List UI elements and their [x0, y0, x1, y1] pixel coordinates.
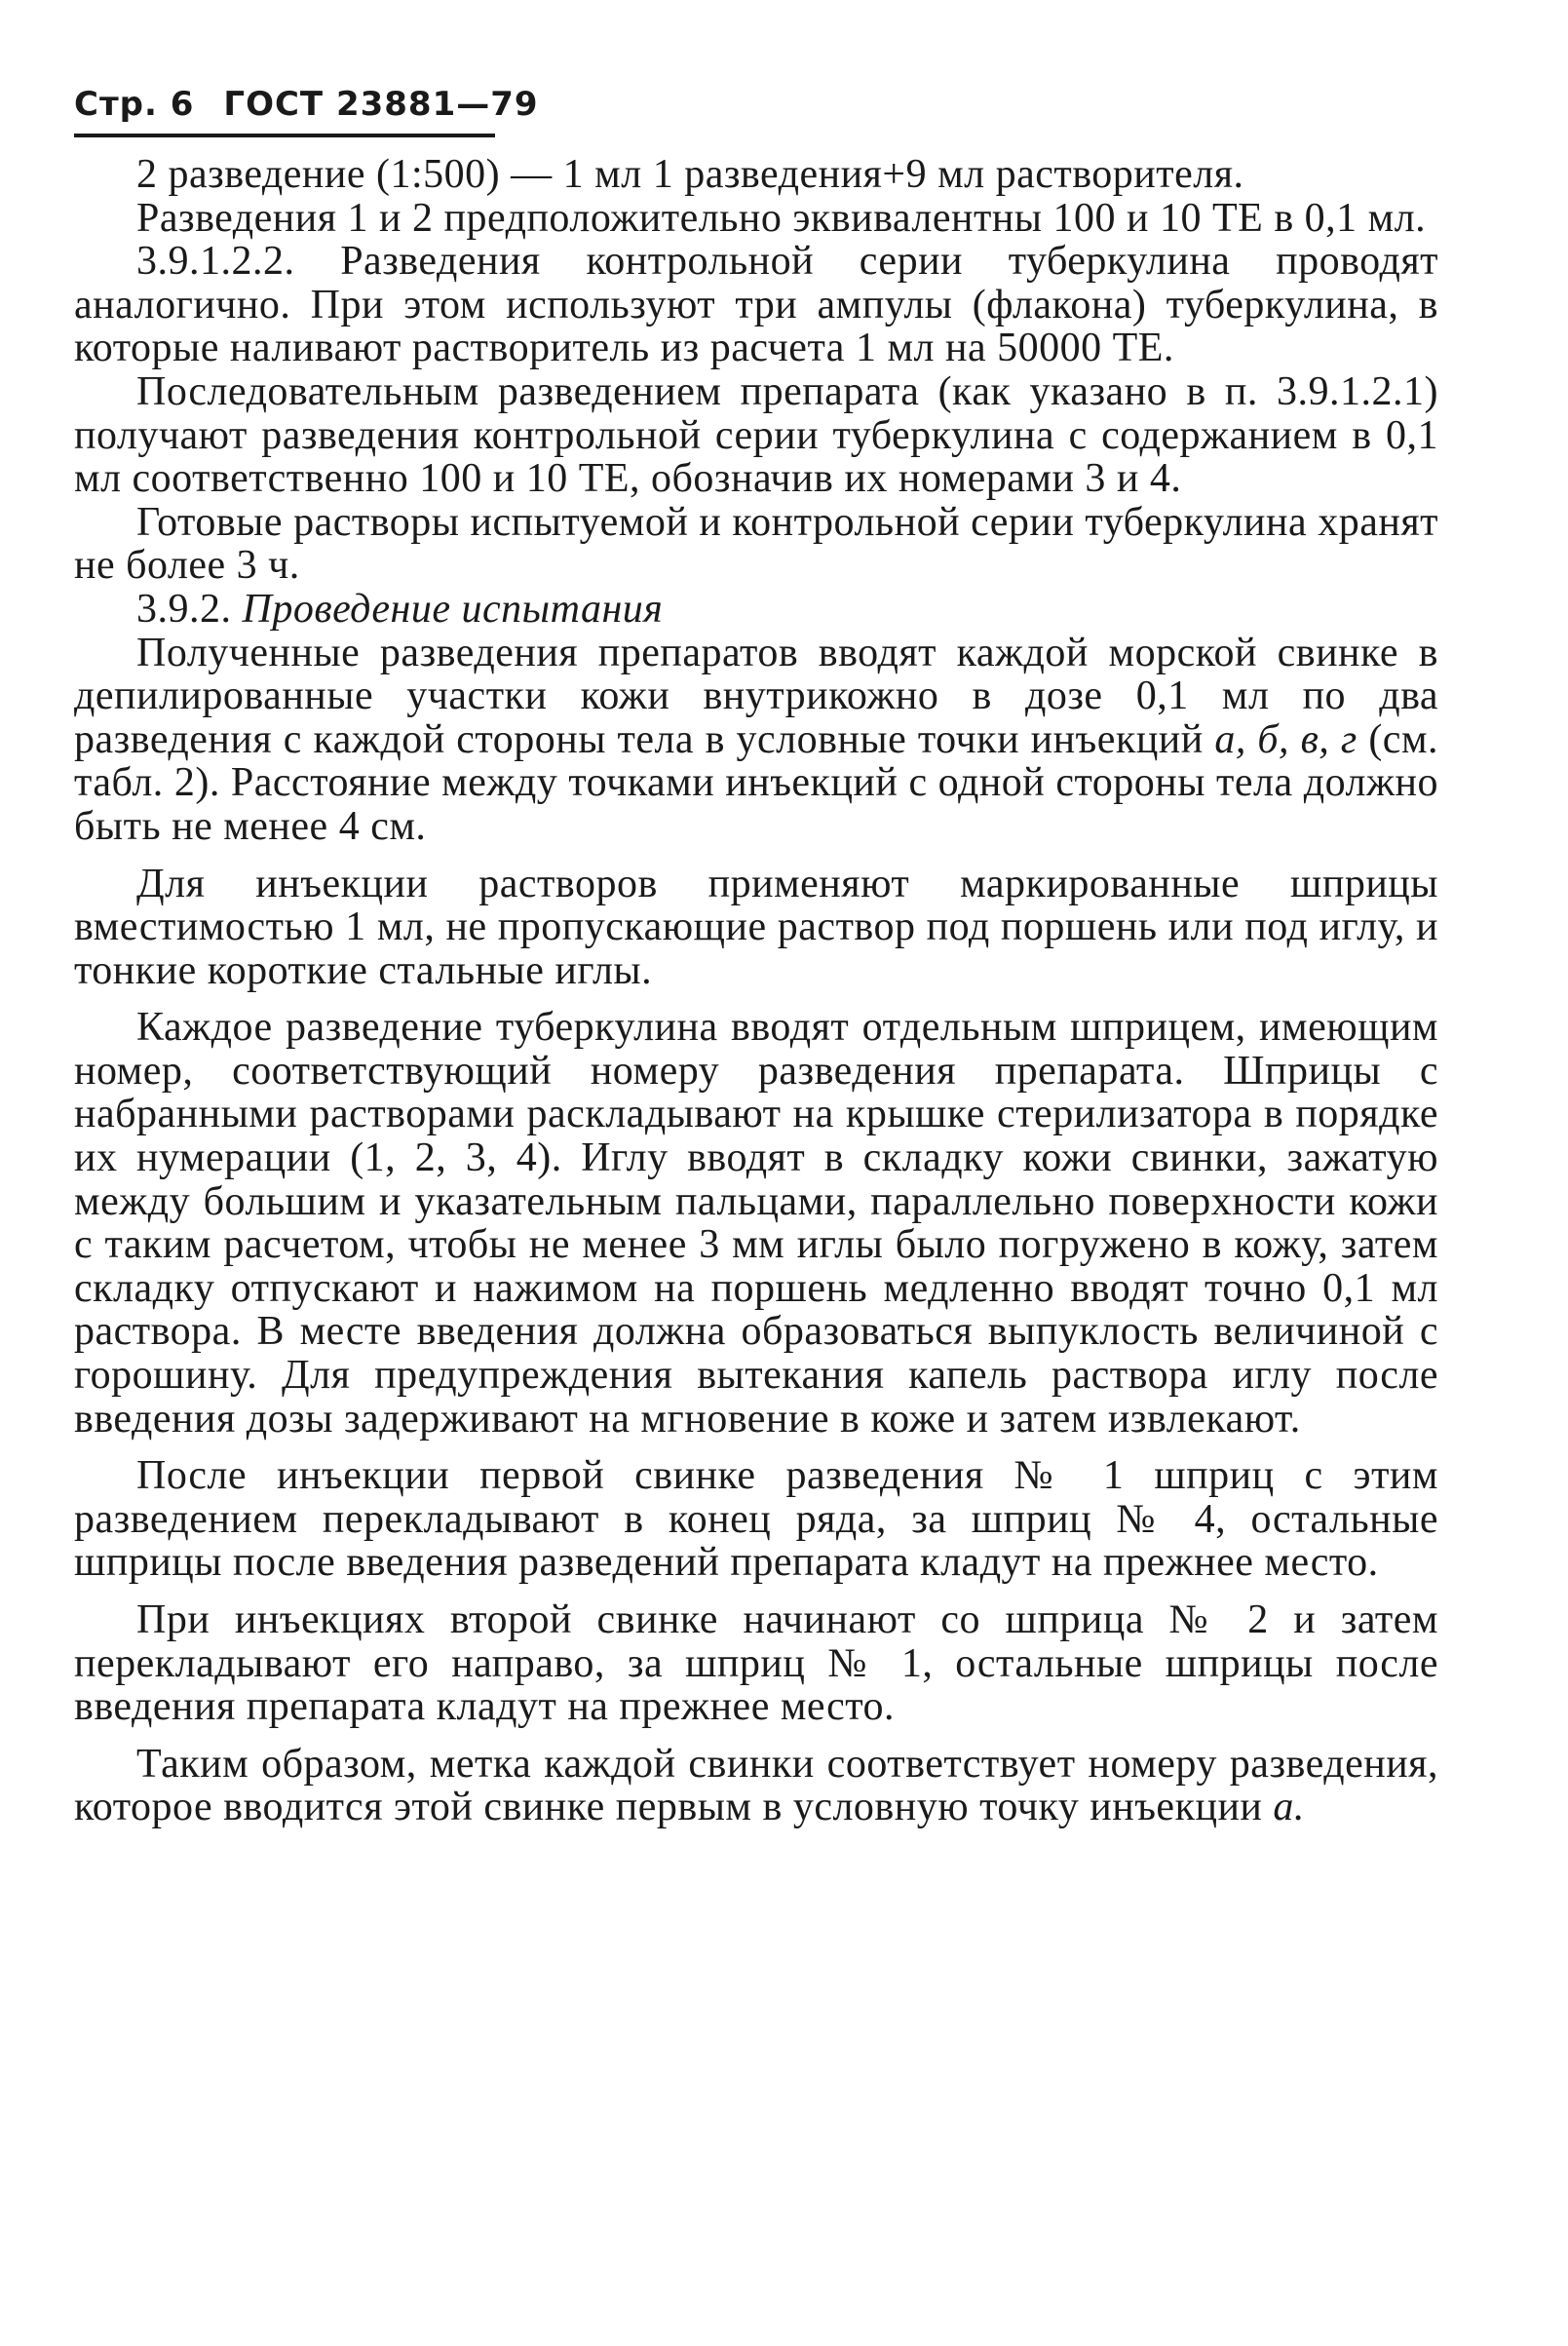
page-number: Стр. 6 — [74, 85, 195, 124]
paragraph-storage: Готовые растворы испытуемой и контрольной серии туберкулина хранят не более 3 ч. — [74, 499, 1438, 589]
paragraph-second-pig: При инъекциях второй свинке начинают со шприца № 2 и затем перекладывают его направо, за шприц № 1, остальные шприцы после введения препарата кладут на прежнее место. — [74, 1597, 1438, 1730]
section-heading — [74, 588, 1438, 632]
point-a: а, — [1214, 716, 1246, 762]
paragraph-sequential-dilution: Последовательным разведением препарата (как указано в п. 3.9.1.2.1) получают разведения контрольной серии туберкулина с содержанием в 0,1 мл соответственно 100 и 10 ТЕ, обозначив их номерами 3 и 4. — [74, 368, 1438, 502]
paragraph-dilution-2: 2 разведение (1:500) — 1 мл 1 разведения+9 мл растворителя. — [136, 152, 1244, 197]
section-number: 3.9.2. — [136, 586, 232, 632]
body-text — [74, 153, 1438, 1829]
standard-code: ГОСТ 23881—79 — [223, 85, 539, 124]
document-page — [74, 83, 1438, 1829]
header-divider — [74, 134, 495, 137]
paragraph-injection-procedure: Каждое разведение туберкулина вводят отдельным шприцем, имеющим номер, соответствующий номеру разведения препарата. Шприцы с набранными растворами раскладывают на крышке стерилизатора в порядке их нумерации (1, 2, 3, 4). Иглу вводят в складку кожи свинки, зажатую между большим и указательным пальцами, параллельно поверхности кожи с таким расчетом, чтобы не менее 3 мм иглы было погружено в кожу, затем складку отпускают и нажимом на поршень медленно вводят точно 0,1 мл раствора. В месте введения должна образоваться выпуклость величиной с горошину. Для предупреждения вытекания капель раствора иглу после введения дозы задерживают на мгновение в коже и затем извлекают. — [74, 1005, 1438, 1442]
paragraph-control-dilutions: 3.9.1.2.2. Разведения контрольной серии туберкулина проводят аналогично. При этом используют три ампулы (флакона) туберкулина, в которые наливают растворитель из расчета 1 мл на 50000 ТЕ. — [74, 239, 1438, 371]
page-header — [74, 83, 1438, 126]
point-a-final: а. — [1273, 1785, 1305, 1830]
point-b: б, — [1257, 716, 1289, 762]
point-v: в, — [1300, 716, 1330, 762]
point-g: г — [1340, 716, 1358, 762]
paragraph-first-pig: После инъекции первой свинке разведения № 1 шприц с этим разведением перекладывают в конец ряда, за шприц № 4, остальные шприцы после введения разведений препарата кладут на прежнее место. — [74, 1453, 1438, 1586]
paragraph-injection-points: Полученные разведения препаратов вводят каждой морской свинке в депилированные участки кожи внутрикожно в дозе 0,1 мл по два разведения с каждой стороны тела в условные точки инъекций а, б, в, г (см. табл. 2). Расстояние между точками инъекций с одной стороны тела должно быть не менее 4 см. — [74, 630, 1439, 849]
paragraph-equivalence: Разведения 1 и 2 предположительно эквивалентны 100 и 10 ТЕ в 0,1 мл. — [136, 195, 1427, 241]
paragraph-marking: Таким образом, метка каждой свинки соответствует номеру разведения, которое вводится этой свинке первым в условную точку инъекции а. — [74, 1741, 1438, 1830]
paragraph-syringes: Для инъекции растворов применяют маркированные шприцы вместимостью 1 мл, не пропускающие раствор под поршень или под иглу, и тонкие короткие стальные иглы. — [74, 861, 1438, 993]
section-title: Проведение испытания — [242, 586, 664, 632]
